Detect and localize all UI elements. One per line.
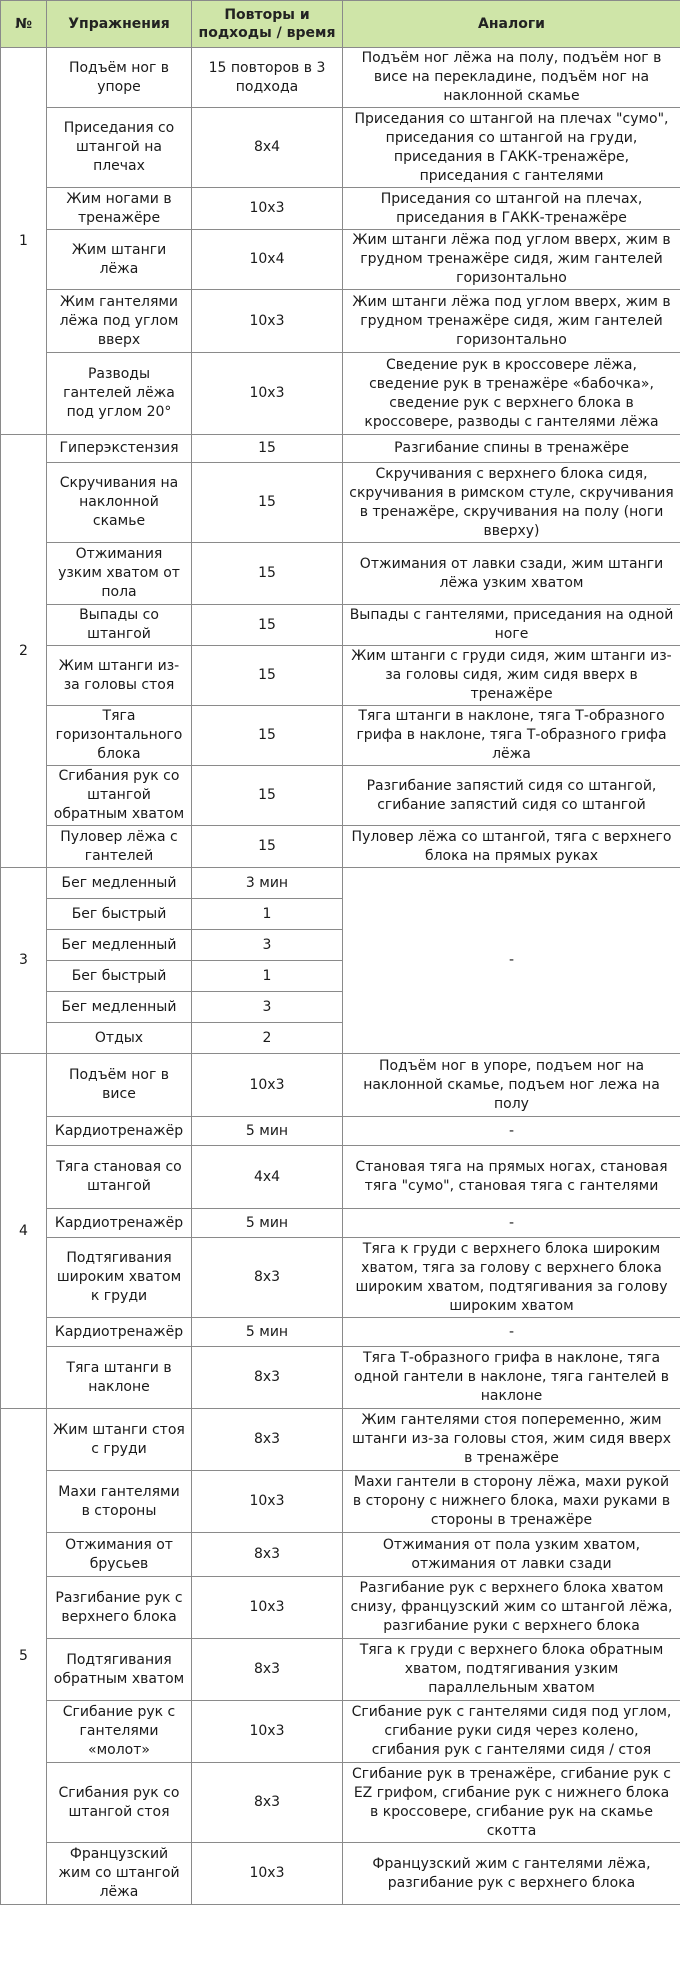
analogs-cell: Приседания со штангой на плечах, приседания в ГАКК-тренажёре: [343, 188, 680, 230]
table-row: [1, 1471, 680, 1533]
analogs-cell: Махи гантели в сторону лёжа, махи рукой в сторону с нижнего блока, махи руками в стороны в тренажёре: [343, 1471, 680, 1533]
header-reps: Повторы и подходы / время: [192, 1, 343, 48]
analogs-cell: Становая тяга на прямых ногах, становая тяга "сумо", становая тяга с гантелями: [343, 1146, 680, 1209]
reps-cell: 1: [192, 899, 343, 930]
table-row: [1, 108, 680, 188]
analogs-cell: Отжимания от лавки сзади, жим штанги лёжа узким хватом: [343, 543, 680, 605]
reps-cell: 15: [192, 646, 343, 706]
reps-cell: 8х3: [192, 1533, 343, 1577]
table-row: [1, 1533, 680, 1577]
analogs-cell: Жим штанги лёжа под углом вверх, жим в грудном тренажёре сидя, жим гантелей горизонтально: [343, 230, 680, 290]
table-row: [1, 1577, 680, 1639]
group-number: 3: [1, 868, 47, 1054]
analogs-cell: -: [343, 868, 680, 1054]
table-row: [1, 1409, 680, 1471]
reps-cell: 3: [192, 930, 343, 961]
reps-cell: 3 мин: [192, 868, 343, 899]
analogs-cell: Сгибание рук в тренажёре, сгибание рук с EZ грифом, сгибание рук с нижнего блока в кроссовере, сгибание рук на скамье скотта: [343, 1763, 680, 1843]
exercise-cell: Махи гантелями в стороны: [47, 1471, 192, 1533]
table-row: [1, 463, 680, 543]
table-row: [1, 48, 680, 108]
exercise-cell: Разводы гантелей лёжа под углом 20°: [47, 353, 192, 435]
reps-cell: 10х3: [192, 188, 343, 230]
reps-cell: 10х3: [192, 1471, 343, 1533]
exercise-cell: Подтягивания обратным хватом: [47, 1639, 192, 1701]
reps-cell: 1: [192, 961, 343, 992]
exercise-cell: Скручивания на наклонной скамье: [47, 463, 192, 543]
exercise-cell: Гиперэкстензия: [47, 435, 192, 463]
reps-cell: 8х3: [192, 1409, 343, 1471]
table-row: [1, 868, 680, 899]
analogs-cell: Разгибание запястий сидя со штангой, сгибание запястий сидя со штангой: [343, 766, 680, 826]
table-row: [1, 646, 680, 706]
exercise-cell: Приседания со штангой на плечах: [47, 108, 192, 188]
reps-cell: 10х3: [192, 1577, 343, 1639]
table-row: [1, 1843, 680, 1905]
analogs-cell: Приседания со штангой на плечах "сумо", приседания со штангой на груди, приседания в ГАКК-тренажёре, приседания с гантелями: [343, 108, 680, 188]
group-number: 2: [1, 435, 47, 868]
exercise-cell: Тяга штанги в наклоне: [47, 1347, 192, 1409]
analogs-cell: Пуловер лёжа со штангой, тяга с верхнего блока на прямых руках: [343, 826, 680, 868]
exercise-cell: Бег медленный: [47, 992, 192, 1023]
table-row: [1, 706, 680, 766]
exercise-cell: Сгибания рук со штангой стоя: [47, 1763, 192, 1843]
analogs-cell: Выпады с гантелями, приседания на одной ноге: [343, 605, 680, 646]
reps-cell: 15: [192, 826, 343, 868]
analogs-cell: Тяга Т-образного грифа в наклоне, тяга одной гантели в наклоне, тяга гантелей в наклоне: [343, 1347, 680, 1409]
analogs-cell: Отжимания от пола узким хватом, отжимания от лавки сзади: [343, 1533, 680, 1577]
group-number: 1: [1, 48, 47, 435]
analogs-cell: Разгибание спины в тренажёре: [343, 435, 680, 463]
table-row: [1, 290, 680, 353]
exercise-cell: Разгибание рук с верхнего блока: [47, 1577, 192, 1639]
reps-cell: 15: [192, 706, 343, 766]
analogs-cell: Скручивания с верхнего блока сидя, скручивания в римском стуле, скручивания в тренажёре, скручивания на полу (ноги вверху): [343, 463, 680, 543]
table-row: [1, 188, 680, 230]
table-row: [1, 1639, 680, 1701]
reps-cell: 8х4: [192, 108, 343, 188]
analogs-cell: Жим штанги лёжа под углом вверх, жим в грудном тренажёре сидя, жим гантелей горизонтально: [343, 290, 680, 353]
exercise-cell: Сгибания рук со штангой обратным хватом: [47, 766, 192, 826]
table-row: [1, 230, 680, 290]
exercise-cell: Бег быстрый: [47, 961, 192, 992]
table-row: [1, 543, 680, 605]
exercise-cell: Жим штанги из-за головы стоя: [47, 646, 192, 706]
exercise-cell: Жим гантелями лёжа под углом вверх: [47, 290, 192, 353]
reps-cell: 8х3: [192, 1763, 343, 1843]
analogs-cell: Французский жим с гантелями лёжа, разгибание рук с верхнего блока: [343, 1843, 680, 1905]
exercise-cell: Жим штанги стоя с груди: [47, 1409, 192, 1471]
reps-cell: 15: [192, 605, 343, 646]
reps-cell: 15: [192, 766, 343, 826]
reps-cell: 8х3: [192, 1347, 343, 1409]
analogs-cell: Жим гантелями стоя попеременно, жим штанги из-за головы стоя, жим сидя вверх в тренажёре: [343, 1409, 680, 1471]
exercise-cell: Кардиотренажёр: [47, 1209, 192, 1238]
group-number: 5: [1, 1409, 47, 1905]
analogs-cell: Разгибание рук с верхнего блока хватом снизу, французский жим со штангой лёжа, разгибание руки с верхнего блока: [343, 1577, 680, 1639]
table-row: [1, 1318, 680, 1347]
reps-cell: 8х3: [192, 1639, 343, 1701]
analogs-cell: Сведение рук в кроссовере лёжа, сведение рук в тренажёре «бабочка», сведение рук с верхнего блока в кроссовере, разводы с гантелями лёжа: [343, 353, 680, 435]
exercise-cell: Бег медленный: [47, 930, 192, 961]
analogs-cell: -: [343, 1209, 680, 1238]
reps-cell: 15: [192, 543, 343, 605]
table-row: [1, 1209, 680, 1238]
table-row: [1, 605, 680, 646]
reps-cell: 4х4: [192, 1146, 343, 1209]
header-exercise: Упражнения: [47, 1, 192, 48]
exercise-cell: Бег быстрый: [47, 899, 192, 930]
reps-cell: 5 мин: [192, 1117, 343, 1146]
analogs-cell: Жим штанги с груди сидя, жим штанги из-за головы сидя, жим сидя вверх в тренажёре: [343, 646, 680, 706]
header-analogs: Аналоги: [343, 1, 680, 48]
reps-cell: 15: [192, 435, 343, 463]
reps-cell: 10х3: [192, 353, 343, 435]
reps-cell: 8х3: [192, 1238, 343, 1318]
table-body: [1, 48, 680, 1905]
table-header: [1, 1, 680, 48]
exercise-cell: Французский жим со штангой лёжа: [47, 1843, 192, 1905]
table-row: [1, 353, 680, 435]
reps-cell: 15: [192, 463, 343, 543]
exercise-cell: Отдых: [47, 1023, 192, 1054]
table-row: [1, 1054, 680, 1117]
header-num: №: [1, 1, 47, 48]
exercise-cell: Подъём ног в упоре: [47, 48, 192, 108]
analogs-cell: Подъём ног в упоре, подъем ног на наклонной скамье, подъем ног лежа на полу: [343, 1054, 680, 1117]
header-row: [1, 1, 680, 48]
analogs-cell: Тяга к груди с верхнего блока обратным хватом, подтягивания узким параллельным хватом: [343, 1639, 680, 1701]
exercise-cell: Подъём ног в висе: [47, 1054, 192, 1117]
table-row: [1, 1701, 680, 1763]
reps-cell: 2: [192, 1023, 343, 1054]
exercise-cell: Отжимания от брусьев: [47, 1533, 192, 1577]
exercise-cell: Кардиотренажёр: [47, 1318, 192, 1347]
reps-cell: 10х3: [192, 1843, 343, 1905]
analogs-cell: Тяга штанги в наклоне, тяга Т-образного грифа в наклоне, тяга Т-образного грифа лёжа: [343, 706, 680, 766]
exercise-cell: Тяга горизонтального блока: [47, 706, 192, 766]
reps-cell: 10х3: [192, 1701, 343, 1763]
reps-cell: 10х4: [192, 230, 343, 290]
exercise-cell: Кардиотренажёр: [47, 1117, 192, 1146]
table-row: [1, 1763, 680, 1843]
table-row: [1, 1117, 680, 1146]
exercise-cell: Жим штанги лёжа: [47, 230, 192, 290]
table-row: [1, 766, 680, 826]
analogs-cell: Тяга к груди с верхнего блока широким хватом, тяга за голову с верхнего блока широким хватом, подтягивания за голову широким хватом: [343, 1238, 680, 1318]
reps-cell: 5 мин: [192, 1209, 343, 1238]
table-row: [1, 1238, 680, 1318]
exercise-cell: Сгибание рук с гантелями «молот»: [47, 1701, 192, 1763]
analogs-cell: Сгибание рук с гантелями сидя под углом, сгибание руки сидя через колено, сгибания рук с гантелями сидя / стоя: [343, 1701, 680, 1763]
analogs-cell: -: [343, 1318, 680, 1347]
reps-cell: 10х3: [192, 290, 343, 353]
table-row: [1, 826, 680, 868]
exercise-cell: Бег медленный: [47, 868, 192, 899]
reps-cell: 15 повторов в 3 подхода: [192, 48, 343, 108]
exercise-cell: Подтягивания широким хватом к груди: [47, 1238, 192, 1318]
exercise-cell: Отжимания узким хватом от пола: [47, 543, 192, 605]
exercise-cell: Выпады со штангой: [47, 605, 192, 646]
analogs-cell: Подъём ног лёжа на полу, подъём ног в висе на перекладине, подъём ног на наклонной скамье: [343, 48, 680, 108]
table-row: [1, 1347, 680, 1409]
analogs-cell: -: [343, 1117, 680, 1146]
exercise-cell: Жим ногами в тренажёре: [47, 188, 192, 230]
exercise-cell: Тяга становая со штангой: [47, 1146, 192, 1209]
reps-cell: 3: [192, 992, 343, 1023]
exercise-cell: Пуловер лёжа с гантелей: [47, 826, 192, 868]
table-row: [1, 1146, 680, 1209]
reps-cell: 10х3: [192, 1054, 343, 1117]
reps-cell: 5 мин: [192, 1318, 343, 1347]
table-row: [1, 435, 680, 463]
group-number: 4: [1, 1054, 47, 1409]
